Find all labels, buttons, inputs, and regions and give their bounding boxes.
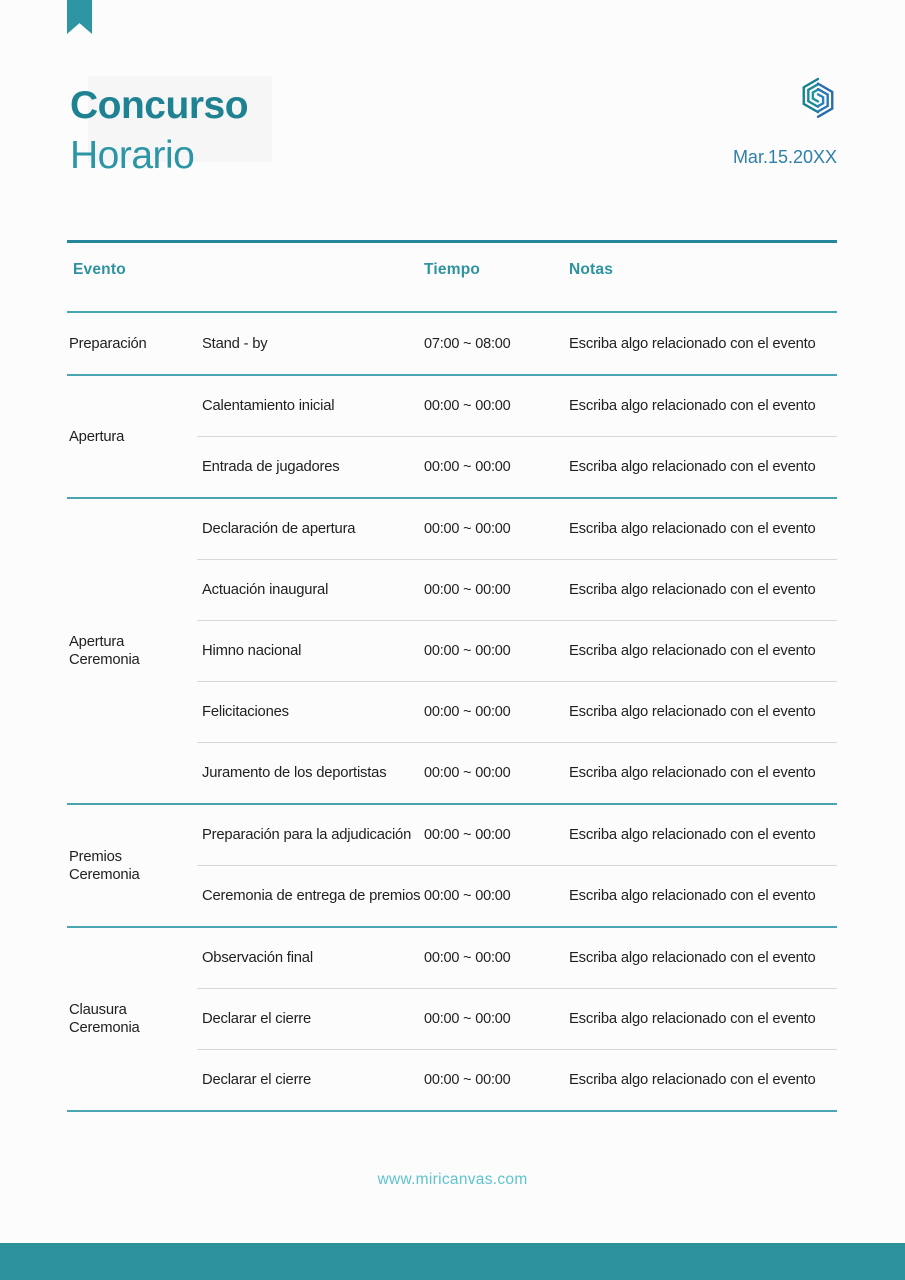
time-cell: 00:00 ~ 00:00 [424, 521, 511, 537]
time-cell: 07:00 ~ 08:00 [424, 335, 511, 352]
note-cell: Escriba algo relacionado con el evento [569, 765, 816, 781]
note-cell: Escriba algo relacionado con el evento [569, 398, 816, 414]
table-row [197, 313, 837, 374]
time-cell: 00:00 ~ 00:00 [424, 704, 511, 720]
category-label: Clausura Ceremonia [69, 1002, 140, 1036]
group-apertura [67, 376, 837, 499]
category-cell [67, 805, 197, 926]
event-cell: Stand - by [202, 335, 268, 352]
bottom-accent-bar [0, 1243, 905, 1280]
event-cell: Himno nacional [202, 643, 302, 659]
group-premios-ceremonia [67, 805, 837, 928]
table-row [197, 928, 837, 988]
time-cell: 00:00 ~ 00:00 [424, 950, 511, 966]
event-cell: Preparación para la adjudicación [202, 827, 412, 843]
table-row [197, 988, 837, 1049]
time-cell: 00:00 ~ 00:00 [424, 1072, 511, 1088]
event-cell: Felicitaciones [202, 704, 289, 720]
note-cell: Escriba algo relacionado con el evento [569, 582, 816, 598]
time-cell: 00:00 ~ 00:00 [424, 398, 511, 414]
table-header-row [67, 243, 837, 313]
category-label: Apertura Ceremonia [69, 634, 140, 668]
category-cell [67, 376, 197, 497]
column-header-spacer [197, 243, 420, 261]
table-row [197, 559, 837, 620]
event-cell: Calentamiento inicial [202, 398, 335, 414]
column-header-evento: Evento [73, 261, 126, 278]
table-row [197, 499, 837, 559]
table-row [197, 805, 837, 865]
group-clausura-ceremonia [67, 928, 837, 1112]
column-header-tiempo: Tiempo [424, 261, 481, 278]
event-cell: Declarar el cierre [202, 1011, 312, 1027]
category-label: Premios Ceremonia [69, 848, 140, 883]
note-cell: Escriba algo relacionado con el evento [569, 827, 816, 843]
event-cell: Declaración de apertura [202, 521, 356, 537]
page-subtitle: Horario [70, 134, 195, 177]
table-row [197, 742, 837, 803]
event-cell: Ceremonia de entrega de premios [202, 888, 421, 904]
note-cell: Escriba algo relacionado con el evento [569, 335, 816, 352]
note-cell: Escriba algo relacionado con el evento [569, 704, 816, 720]
table-row [197, 865, 837, 926]
table-row [197, 620, 837, 681]
group-preparacion [67, 313, 837, 376]
date-label: Mar.15.20XX [732, 147, 837, 167]
time-cell: 00:00 ~ 00:00 [424, 765, 511, 781]
event-cell: Entrada de jugadores [202, 459, 340, 475]
group-apertura-ceremonia [67, 499, 837, 805]
page-title: Concurso [70, 84, 249, 127]
time-cell: 00:00 ~ 00:00 [424, 827, 511, 843]
event-cell: Observación final [202, 950, 313, 966]
note-cell: Escriba algo relacionado con el evento [569, 950, 816, 966]
time-cell: 00:00 ~ 00:00 [424, 643, 511, 659]
time-cell: 00:00 ~ 00:00 [424, 459, 511, 475]
note-cell: Escriba algo relacionado con el evento [569, 521, 816, 537]
category-cell [67, 313, 197, 374]
time-cell: 00:00 ~ 00:00 [424, 888, 511, 904]
table-row [197, 436, 837, 497]
event-cell: Juramento de los deportistas [202, 765, 387, 781]
note-cell: Escriba algo relacionado con el evento [569, 1011, 816, 1027]
category-label: Preparación [69, 335, 147, 352]
note-cell: Escriba algo relacionado con el evento [569, 888, 816, 904]
miricanvas-logo-icon [799, 77, 837, 119]
table-row [197, 681, 837, 742]
event-cell: Actuación inaugural [202, 582, 329, 598]
time-cell: 00:00 ~ 00:00 [424, 582, 511, 598]
event-cell: Declarar el cierre [202, 1072, 312, 1088]
note-cell: Escriba algo relacionado con el evento [569, 1072, 816, 1088]
table-row [197, 376, 837, 436]
column-header-notas: Notas [569, 261, 614, 278]
category-label: Apertura [69, 428, 125, 445]
note-cell: Escriba algo relacionado con el evento [569, 643, 816, 659]
table-row [197, 1049, 837, 1110]
schedule-table [67, 240, 837, 1112]
bookmark-ribbon-icon [67, 0, 92, 34]
category-cell [67, 499, 197, 803]
footer-link[interactable]: www.miricanvas.com [377, 1171, 528, 1188]
time-cell: 00:00 ~ 00:00 [424, 1011, 511, 1027]
note-cell: Escriba algo relacionado con el evento [569, 459, 816, 475]
category-cell [67, 928, 197, 1110]
